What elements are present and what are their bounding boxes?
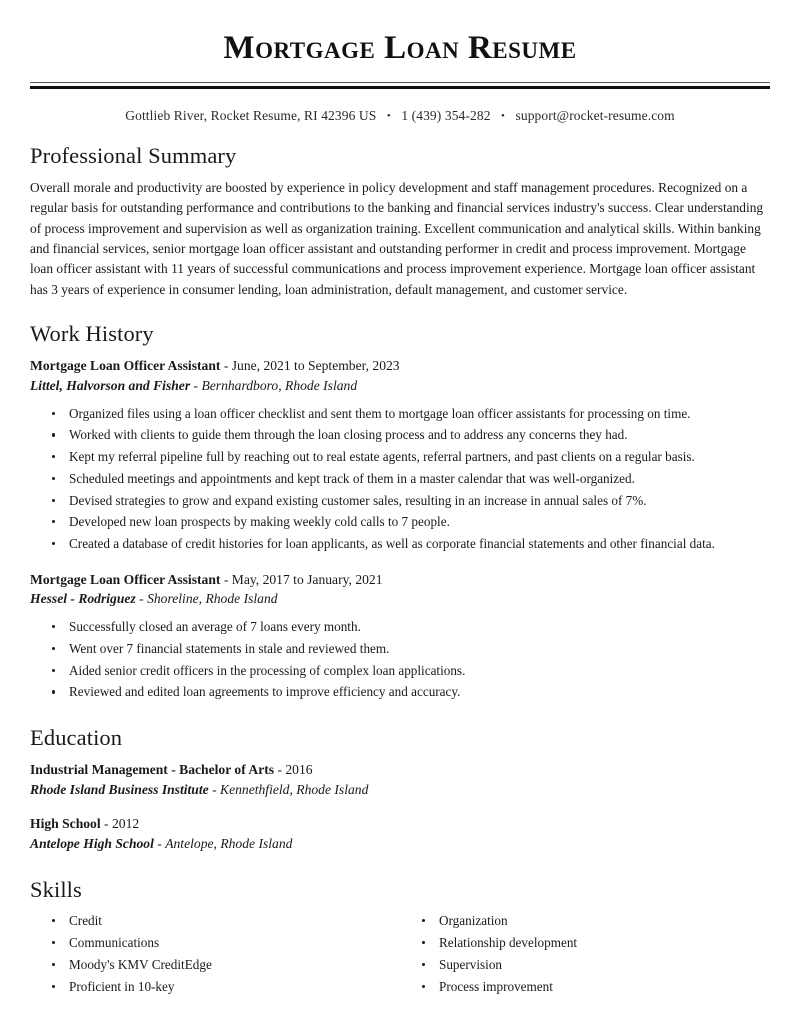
education-degree-line bbox=[30, 814, 770, 834]
list-item: Communications bbox=[52, 934, 400, 952]
company-location: Shoreline, Rhode Island bbox=[147, 591, 278, 607]
divider-thick-line bbox=[30, 86, 770, 89]
company-dash: - bbox=[135, 591, 148, 607]
job-title: Mortgage Loan Officer Assistant bbox=[30, 571, 221, 587]
degree-dash: - bbox=[100, 816, 112, 832]
job-responsibilities-list bbox=[30, 405, 770, 554]
work-entry bbox=[30, 570, 770, 702]
education-entry bbox=[30, 760, 770, 799]
list-item: Reviewed and edited loan agreements to improve efficiency and accuracy. bbox=[52, 683, 770, 702]
company-name: Littel, Halvorson and Fisher bbox=[30, 377, 191, 393]
summary-paragraph: Overall morale and productivity are boosted by experience in policy development and staff management procedures. Recognized on a regular basis for outstanding performance and contributions to the banking and financial services industry's success. Clear understanding of process improvement and supervision as well as organization training. Excellent communication and analytical skills. Within banking and financial services, senior mortgage loan officer assistant and outstanding performer in credit and process improvement. Mortgage loan officer assistant with 11 years of successful communications and process improvement experience. Mortgage loan officer assistant has 3 years of experience in consumer lending, loan administration, default management, and customer service. bbox=[30, 179, 764, 297]
section-heading-work-history: Work History bbox=[30, 321, 154, 347]
school-location: Antelope, Rhode Island bbox=[165, 836, 293, 852]
section-heading-education: Education bbox=[30, 725, 123, 751]
skills-list-left bbox=[30, 912, 400, 996]
list-item: Scheduled meetings and appointments and kept track of them in a master calendar that was well-organized. bbox=[52, 470, 770, 489]
company-name: Hessel - Rodriguez bbox=[30, 591, 136, 607]
list-item: Proficient in 10-key bbox=[52, 978, 400, 996]
list-item: Went over 7 financial statements in stale and reviewed them. bbox=[52, 640, 770, 659]
contact-phone: 1 (439) 354-282 bbox=[401, 107, 491, 123]
section-skills bbox=[30, 876, 770, 1000]
job-dates: June, 2021 to September, 2023 bbox=[231, 358, 400, 374]
job-title-dash: - bbox=[220, 358, 232, 374]
skills-column-left bbox=[30, 912, 400, 1000]
school-dash: - bbox=[208, 781, 220, 797]
education-school-line bbox=[30, 834, 770, 854]
work-entry-title-line bbox=[30, 570, 770, 590]
work-entry-title-line bbox=[30, 356, 770, 376]
education-degree-line bbox=[30, 760, 770, 780]
list-item: Devised strategies to grow and expand existing customer sales, resulting in an increase in annual sales of 7%. bbox=[52, 492, 770, 511]
header-divider bbox=[30, 82, 770, 89]
section-education bbox=[30, 724, 770, 854]
section-heading-skills: Skills bbox=[30, 876, 82, 902]
section-work-history bbox=[30, 320, 770, 702]
education-entry bbox=[30, 814, 770, 853]
work-entry bbox=[30, 356, 770, 554]
list-item: Aided senior credit officers in the processing of complex loan applications. bbox=[52, 662, 770, 681]
company-location: Bernhardboro, Rhode Island bbox=[201, 377, 358, 393]
contact-email: support@rocket-resume.com bbox=[515, 107, 675, 123]
job-title-dash: - bbox=[220, 571, 232, 587]
list-item: Organized files using a loan officer checklist and sent them to mortgage loan officer assistants for processing on time. bbox=[52, 405, 770, 424]
school-location: Kennethfield, Rhode Island bbox=[220, 781, 369, 797]
page-title: Mortgage Loan Resume bbox=[223, 30, 577, 66]
list-item: Created a database of credit histories for loan applicants, as well as corporate financial statements and other financial data. bbox=[52, 535, 770, 554]
work-entry-company-line bbox=[30, 376, 770, 396]
list-item: Relationship development bbox=[422, 934, 770, 952]
education-school-line bbox=[30, 780, 770, 800]
section-heading-summary: Professional Summary bbox=[30, 142, 237, 168]
list-item: Organization bbox=[422, 912, 770, 930]
degree-dash: - bbox=[274, 762, 286, 778]
list-item: Credit bbox=[52, 912, 400, 930]
skills-column-right bbox=[400, 912, 770, 1000]
list-item: Supervision bbox=[422, 956, 770, 974]
job-responsibilities-list bbox=[30, 618, 770, 702]
list-item: Successfully closed an average of 7 loans every month. bbox=[52, 618, 770, 637]
company-dash: - bbox=[190, 377, 202, 393]
list-item: Kept my referral pipeline full by reaching out to real estate agents, referral partners, and past clients on a regular basis. bbox=[52, 448, 770, 467]
degree-name: Industrial Management - Bachelor of Arts bbox=[30, 762, 275, 778]
degree-name: High School bbox=[30, 816, 101, 832]
section-professional-summary bbox=[30, 142, 770, 300]
school-name: Rhode Island Business Institute bbox=[30, 781, 209, 797]
degree-year: 2012 bbox=[111, 816, 140, 832]
school-name: Antelope High School bbox=[30, 836, 154, 852]
list-item: Developed new loan prospects by making weekly cold calls to 7 people. bbox=[52, 513, 770, 532]
contact-info bbox=[30, 108, 770, 124]
contact-address: Gottlieb River, Rocket Resume, RI 42396 US bbox=[125, 107, 377, 123]
contact-separator-1: • bbox=[386, 109, 391, 122]
degree-year: 2016 bbox=[285, 762, 313, 778]
list-item: Worked with clients to guide them through the loan closing process and to address any concerns they had. bbox=[52, 426, 770, 445]
skills-list-right bbox=[400, 912, 770, 996]
contact-separator-2: • bbox=[501, 109, 505, 122]
job-title: Mortgage Loan Officer Assistant bbox=[30, 358, 221, 374]
job-dates: May, 2017 to January, 2021 bbox=[231, 571, 383, 587]
list-item: Moody's KMV CreditEdge bbox=[52, 956, 400, 974]
skills-columns bbox=[30, 912, 770, 1000]
work-entry-company-line bbox=[30, 589, 770, 609]
school-dash: - bbox=[153, 836, 166, 852]
list-item: Process improvement bbox=[422, 978, 770, 996]
